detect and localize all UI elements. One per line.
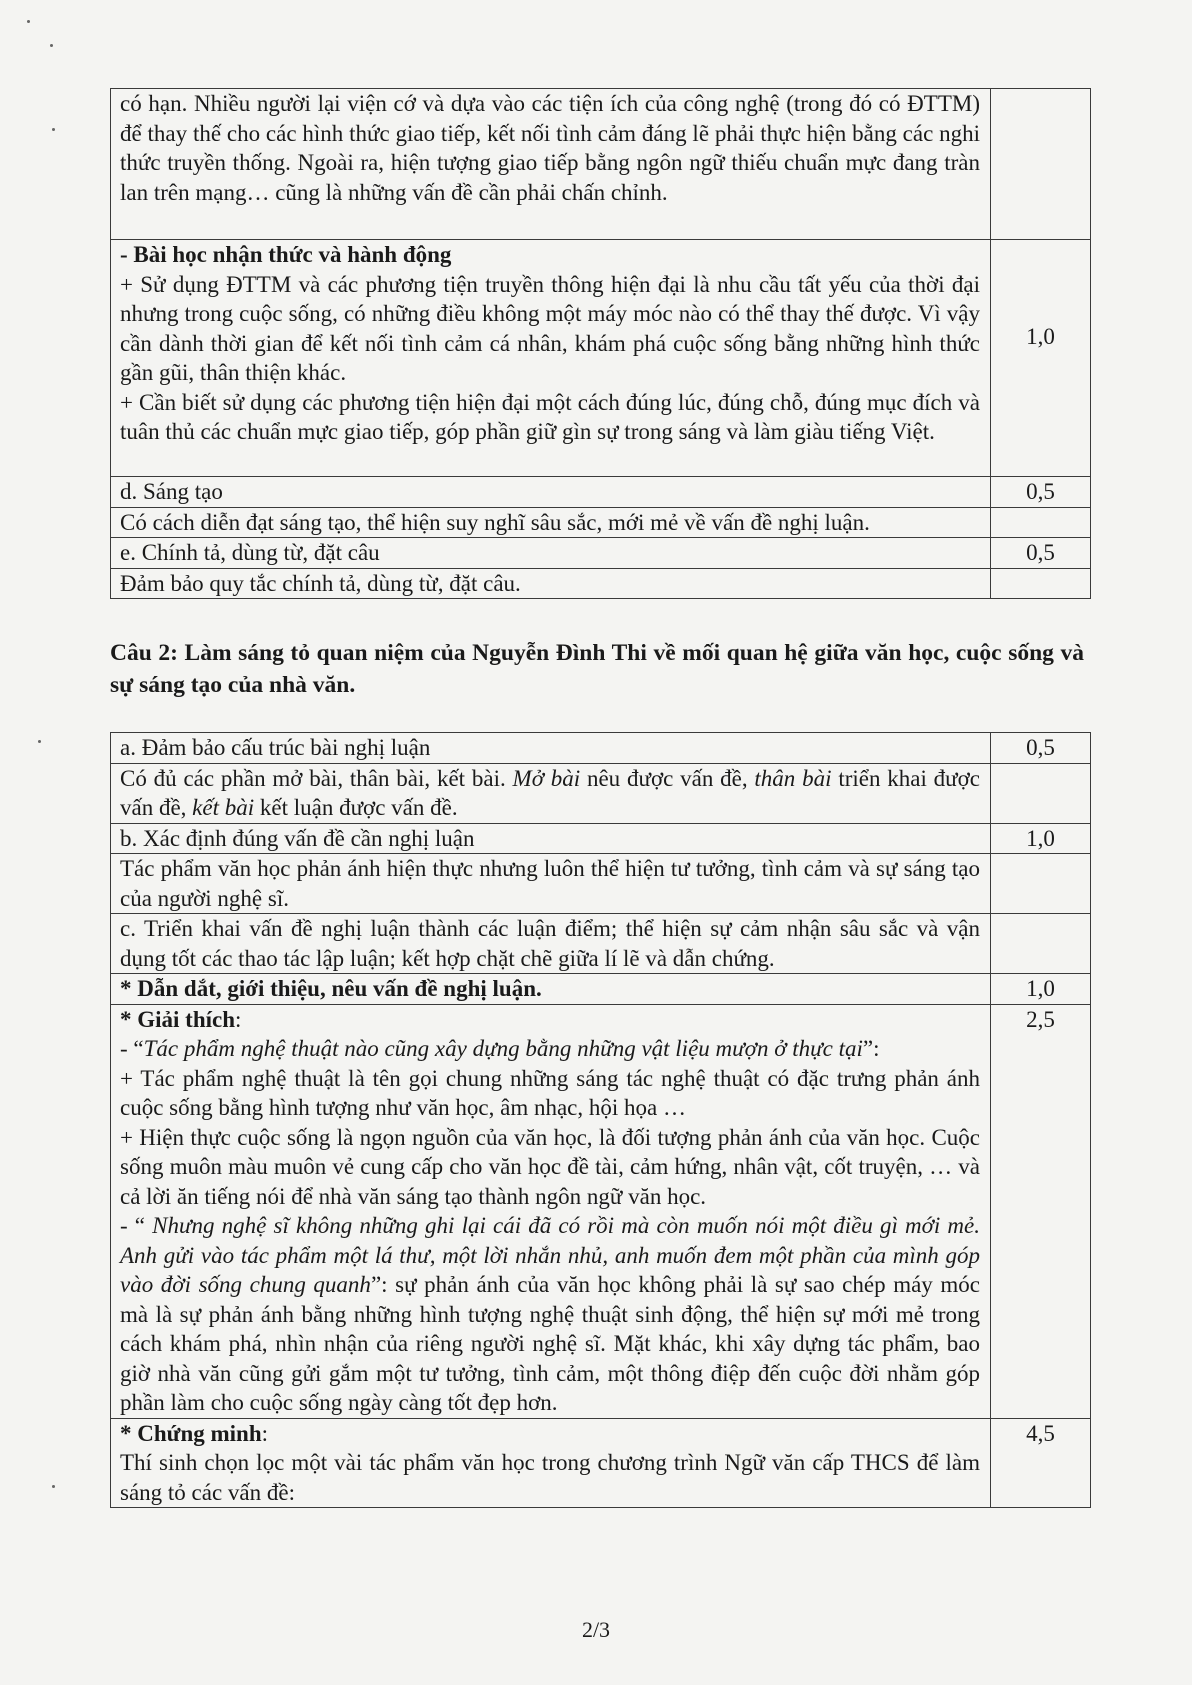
text-run: - “ xyxy=(120,1036,144,1061)
scan-speck xyxy=(38,740,41,743)
text-run: - “ xyxy=(120,1213,153,1238)
scan-speck xyxy=(50,44,53,47)
text-run: : xyxy=(235,1006,242,1032)
text-run-italic: kết bài xyxy=(192,795,255,820)
table-row xyxy=(111,823,1091,854)
rubric-score: 0,5 xyxy=(991,477,1091,508)
rubric-table-question-2 xyxy=(110,732,1091,1508)
explain-title xyxy=(120,1005,980,1035)
text-run-bold: * Chứng minh xyxy=(120,1420,262,1446)
rubric-content xyxy=(111,1418,991,1508)
explain-point-2: + Hiện thực cuộc sống là ngọn nguồn của văn học, là đối tượng phản ánh của văn học. Cuộc sống muôn màu muôn vẻ cung cấp cho văn học đề tài, cảm hứng, nhân vật, cốt truyện, … và cả lời ăn tiếng nói để nhà văn sáng tạo thành ngôn ngữ văn học. xyxy=(120,1124,980,1209)
rubric-content: d. Sáng tạo xyxy=(111,477,991,508)
table-row xyxy=(111,763,1091,823)
rubric-score: 2,5 xyxy=(991,1004,1091,1418)
text-run-italic: thân bài xyxy=(754,765,832,791)
table-row xyxy=(111,507,1091,538)
lesson-point-2: + Cần biết sử dụng các phương tiện hiện đại một cách đúng lúc, đúng chỗ, đúng mục đích và tuân thủ các chuẩn mực giao tiếp, góp phần giữ gìn sự trong sáng và làm giàu tiếng Việt. xyxy=(120,389,980,444)
page-number: 2/3 xyxy=(581,1617,611,1642)
rubric-content: b. Xác định đúng vấn đề cần nghị luận xyxy=(111,823,991,854)
rubric-score xyxy=(991,763,1091,823)
rubric-content: c. Triển khai vấn đề nghị luận thành các luận điểm; thể hiện sự cảm nhận sâu sắc và vận dụng tốt các thao tác lập luận; kết hợp chặt chẽ giữa lí lẽ và dẫn chứng. xyxy=(111,914,991,974)
rubric-score xyxy=(991,89,1091,240)
rubric-content: Đảm bảo quy tắc chính tả, dùng từ, đặt câu. xyxy=(111,568,991,599)
lesson-title: - Bài học nhận thức và hành động xyxy=(120,242,452,267)
rubric-content: * Dẫn dắt, giới thiệu, nêu vấn đề nghị luận. xyxy=(111,974,991,1005)
text-run: ”: xyxy=(862,1036,880,1061)
scan-speck xyxy=(52,128,55,131)
table-row xyxy=(111,1004,1091,1418)
text-run: kết luận được vấn đề. xyxy=(254,795,458,820)
table-row xyxy=(111,974,1091,1005)
rubric-score xyxy=(991,914,1091,974)
rubric-score: 1,0 xyxy=(991,974,1091,1005)
table-row xyxy=(111,914,1091,974)
table-row xyxy=(111,854,1091,914)
rubric-score xyxy=(991,854,1091,914)
text-run-bold: * Giải thích xyxy=(120,1006,236,1032)
prove-title xyxy=(120,1419,980,1449)
table-row xyxy=(111,240,1091,477)
question-2-heading: Câu 2: Làm sáng tỏ quan niệm của Nguyễn Đình Thi về mối quan hệ giữa văn học, cuộc sống và sự sáng tạo của nhà văn. xyxy=(110,640,1084,698)
table-row xyxy=(111,538,1091,569)
quote-2 xyxy=(120,1211,980,1418)
rubric-score xyxy=(991,568,1091,599)
rubric-content: e. Chính tả, dùng từ, đặt câu xyxy=(111,538,991,569)
rubric-content xyxy=(111,763,991,823)
rubric-score: 1,0 xyxy=(991,823,1091,854)
explain-point-1: + Tác phẩm nghệ thuật là tên gọi chung những sáng tác nghệ thuật có đặc trưng phản ánh cuộc sống bằng hình tượng như văn học, âm nhạc, hội họa … xyxy=(120,1065,980,1120)
text-run: : xyxy=(261,1420,269,1446)
rubric-score: 1,0 xyxy=(991,240,1091,477)
rubric-score: 4,5 xyxy=(991,1418,1091,1508)
text-run: triển khai được vấn đề, xyxy=(120,765,981,820)
scan-speck xyxy=(27,20,30,23)
rubric-table-question-1 xyxy=(110,88,1091,599)
lesson-point-1: + Sử dụng ĐTTM và các phương tiện truyền thông hiện đại là nhu cầu tất yếu của thời đại nhưng trong cuộc sống, có những điều không một máy móc nào có thể thay thế được. Vì vậy cần dành thời gian để kết nối tình cảm cá nhân, khám phá cuộc sống bằng những hình thức gần gũi, thân thiện khác. xyxy=(120,271,980,385)
rubric-score xyxy=(991,507,1091,538)
table-row xyxy=(111,89,1091,240)
text-run: nêu được vấn đề, xyxy=(580,765,755,791)
rubric-score: 0,5 xyxy=(991,733,1091,764)
rubric-content: a. Đảm bảo cấu trúc bài nghị luận xyxy=(111,733,991,764)
table-row xyxy=(111,1418,1091,1508)
rubric-content: có hạn. Nhiều người lại viện cớ và dựa vào các tiện ích của công nghệ (trong đó có ĐTTM) để thay thế cho các hình thức giao tiếp, kết nối tình cảm đáng lẽ phải thực hiện bằng các nghi thức truyền thống. Ngoài ra, hiện tượng giao tiếp bằng ngôn ngữ thiếu chuẩn mực đang tràn lan trên mạng… cũng là những vấn đề cần phải chấn chỉnh. xyxy=(111,89,991,240)
text-run: ”: sự phản ánh của văn học không phải là sự sao chép máy móc mà là sự phản ánh bằng những hình tượng nghệ thuật sinh động, thể hiện sự mới mẻ trong cách khám phá, nhìn nhận của riêng người nghệ sĩ. Mặt khác, khi xây dựng tác phẩm, bao giờ nhà văn cũng gửi gắm một tư tưởng, tình cảm, một thông điệp đến cuộc đời nhằm góp phần làm cho cuộc sống ngày càng tốt đẹp hơn. xyxy=(120,1272,980,1415)
table-row xyxy=(111,568,1091,599)
text-run-italic: Mở bài xyxy=(512,765,581,791)
text-run: Có đủ các phần mở bài, thân bài, kết bài. xyxy=(120,765,513,791)
rubric-content: Tác phẩm văn học phản ánh hiện thực nhưng luôn thể hiện tư tưởng, tình cảm và sự sáng tạo của người nghệ sĩ. xyxy=(111,854,991,914)
table-row xyxy=(111,733,1091,764)
rubric-score: 0,5 xyxy=(991,538,1091,569)
table-row xyxy=(111,477,1091,508)
scan-speck xyxy=(52,1485,55,1488)
rubric-content xyxy=(111,240,991,477)
rubric-content xyxy=(111,1004,991,1418)
quote-1 xyxy=(120,1034,980,1064)
text-run-italic: Nhưng nghệ sĩ không những ghi lại cái đã có rồi mà còn muốn nói một điều gì mới mẻ. Anh gửi vào tác phẩm một lá thư, một lời nhắn nhủ, anh muốn đem một phần của mình góp vào đời sống chung quanh xyxy=(120,1213,980,1297)
rubric-content: Có cách diễn đạt sáng tạo, thể hiện suy nghĩ sâu sắc, mới mẻ về vấn đề nghị luận. xyxy=(111,507,991,538)
text-run-italic: Tác phẩm nghệ thuật nào cũng xây dựng bằng những vật liệu mượn ở thực tại xyxy=(143,1036,863,1061)
prove-text: Thí sinh chọn lọc một vài tác phẩm văn học trong chương trình Ngữ văn cấp THCS để làm sáng tỏ các vấn đề: xyxy=(120,1450,980,1505)
